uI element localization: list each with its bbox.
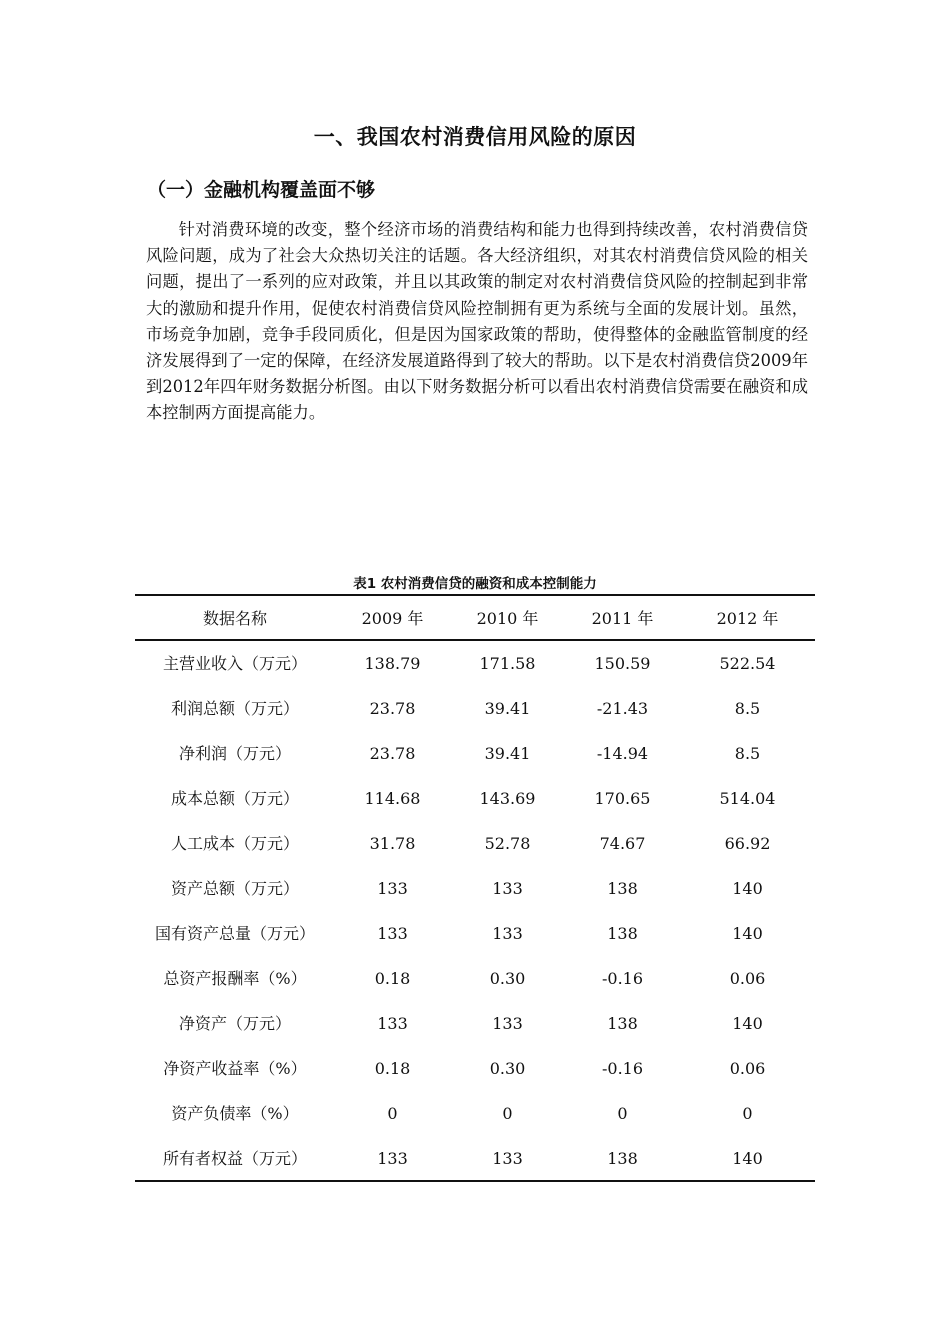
value-cell: 522.54 [719,654,776,673]
value-cell: 39.41 [484,744,531,763]
value-cell: 52.78 [484,834,531,853]
row-label-cell: 人工成本（万元） [170,834,299,853]
table-row [135,1136,815,1181]
value-cell: 8.5 [734,699,761,718]
value-cell: 133 [450,1136,565,1181]
table-row [135,911,815,956]
value-cell: 133 [377,879,408,898]
row-label-cell: 净利润（万元） [178,744,291,763]
value-cell: 0 [387,1104,398,1123]
table-row [135,686,815,731]
value-cell: 133 [377,924,408,943]
value-cell: 133 [335,1136,450,1181]
table-row [135,1091,815,1136]
value-cell: 0 [742,1104,753,1123]
value-cell: 0.30 [489,969,526,988]
value-cell: 0.18 [374,969,411,988]
value-cell: 140 [732,924,763,943]
row-label-cell: 总资产报酬率（%） [163,969,307,988]
value-cell: 31.78 [369,834,416,853]
value-cell: 74.67 [599,834,646,853]
column-header: 2010 年 [450,595,565,640]
row-label-cell: 成本总额（万元） [170,789,299,808]
value-cell: 140 [732,1014,763,1033]
table-row [135,1001,815,1046]
value-cell: 0.06 [729,1059,766,1078]
row-label-cell: 国有资产总量（万元） [154,924,315,943]
value-cell: 0.06 [729,969,766,988]
table-header-row [135,595,815,640]
value-cell: 150.59 [594,654,651,673]
value-cell: 8.5 [734,744,761,763]
value-cell: -21.43 [596,699,649,718]
value-cell: 138 [607,1014,638,1033]
value-cell: 140 [732,879,763,898]
value-cell: 140 [680,1136,815,1181]
table-row [135,1046,815,1091]
row-label-cell: 利润总额（万元） [170,699,299,718]
row-label-cell: 所有者权益（万元） [135,1136,335,1181]
row-label-cell: 资产总额（万元） [170,879,299,898]
row-label-cell: 资产负债率（%） [171,1104,299,1123]
value-cell: 66.92 [724,834,771,853]
value-cell: 0 [617,1104,628,1123]
table-row [135,776,815,821]
value-cell: 143.69 [479,789,536,808]
column-header: 数据名称 [135,595,335,640]
value-cell: 138 [607,924,638,943]
value-cell: -0.16 [601,1059,644,1078]
value-cell: 133 [377,1014,408,1033]
value-cell: 0.18 [374,1059,411,1078]
column-header: 2011 年 [565,595,680,640]
value-cell: 170.65 [594,789,651,808]
subsection-heading: （一）金融机构覆盖面不够 [147,179,376,201]
value-cell: 0.30 [489,1059,526,1078]
value-cell: -0.16 [601,969,644,988]
value-cell: 39.41 [484,699,531,718]
row-label-cell: 主营业收入（万元） [162,654,307,673]
row-label-cell: 净资产（万元） [178,1014,291,1033]
table-row [135,821,815,866]
body-paragraph: 针对消费环境的改变，整个经济市场的消费结构和能力也得到持续改善，农村消费信贷风险问题，成为了社会大众热切关注的话题。各大经济组织，对其农村消费信贷风险的相关问题，提出了一系列的应对政策，并且以其政策的制定对农村消费信贷风险的控制起到非常大的激励和提升作用，促使农村消费信贷风险控制拥有更为系统与全面的发展计划。虽然，市场竞争加剧，竞争手段同质化，但是因为国家政策的帮助，使得整体的金融监管制度的经济发展得到了一定的保障，在经济发展道路得到了较大的帮助。以下是农村消费信贷2009年到2012年四年财务数据分析图。由以下财务数据分析可以看出农村消费信贷需要在融资和成本控制两方面提高能力。 [146,220,808,423]
value-cell: 133 [492,924,523,943]
value-cell: 171.58 [479,654,536,673]
financial-data-table [135,594,815,1182]
row-label-cell: 净资产收益率（%） [163,1059,307,1078]
value-cell: -14.94 [596,744,649,763]
table-row [135,731,815,776]
table-body [135,640,815,1181]
value-cell: 514.04 [719,789,776,808]
value-cell: 133 [492,879,523,898]
column-header: 2012 年 [680,595,815,640]
value-cell: 133 [492,1014,523,1033]
value-cell: 138 [565,1136,680,1181]
table-row [135,866,815,911]
value-cell: 0 [502,1104,513,1123]
table-row [135,956,815,1001]
value-cell: 114.68 [364,789,421,808]
value-cell: 23.78 [369,699,416,718]
value-cell: 138 [607,879,638,898]
value-cell: 23.78 [369,744,416,763]
section-heading: 一、我国农村消费信用风险的原因 [313,125,637,149]
value-cell: 138.79 [364,654,421,673]
column-header: 2009 年 [335,595,450,640]
table-caption: 表1 农村消费信贷的融资和成本控制能力 [353,576,597,592]
table-row [135,640,815,686]
